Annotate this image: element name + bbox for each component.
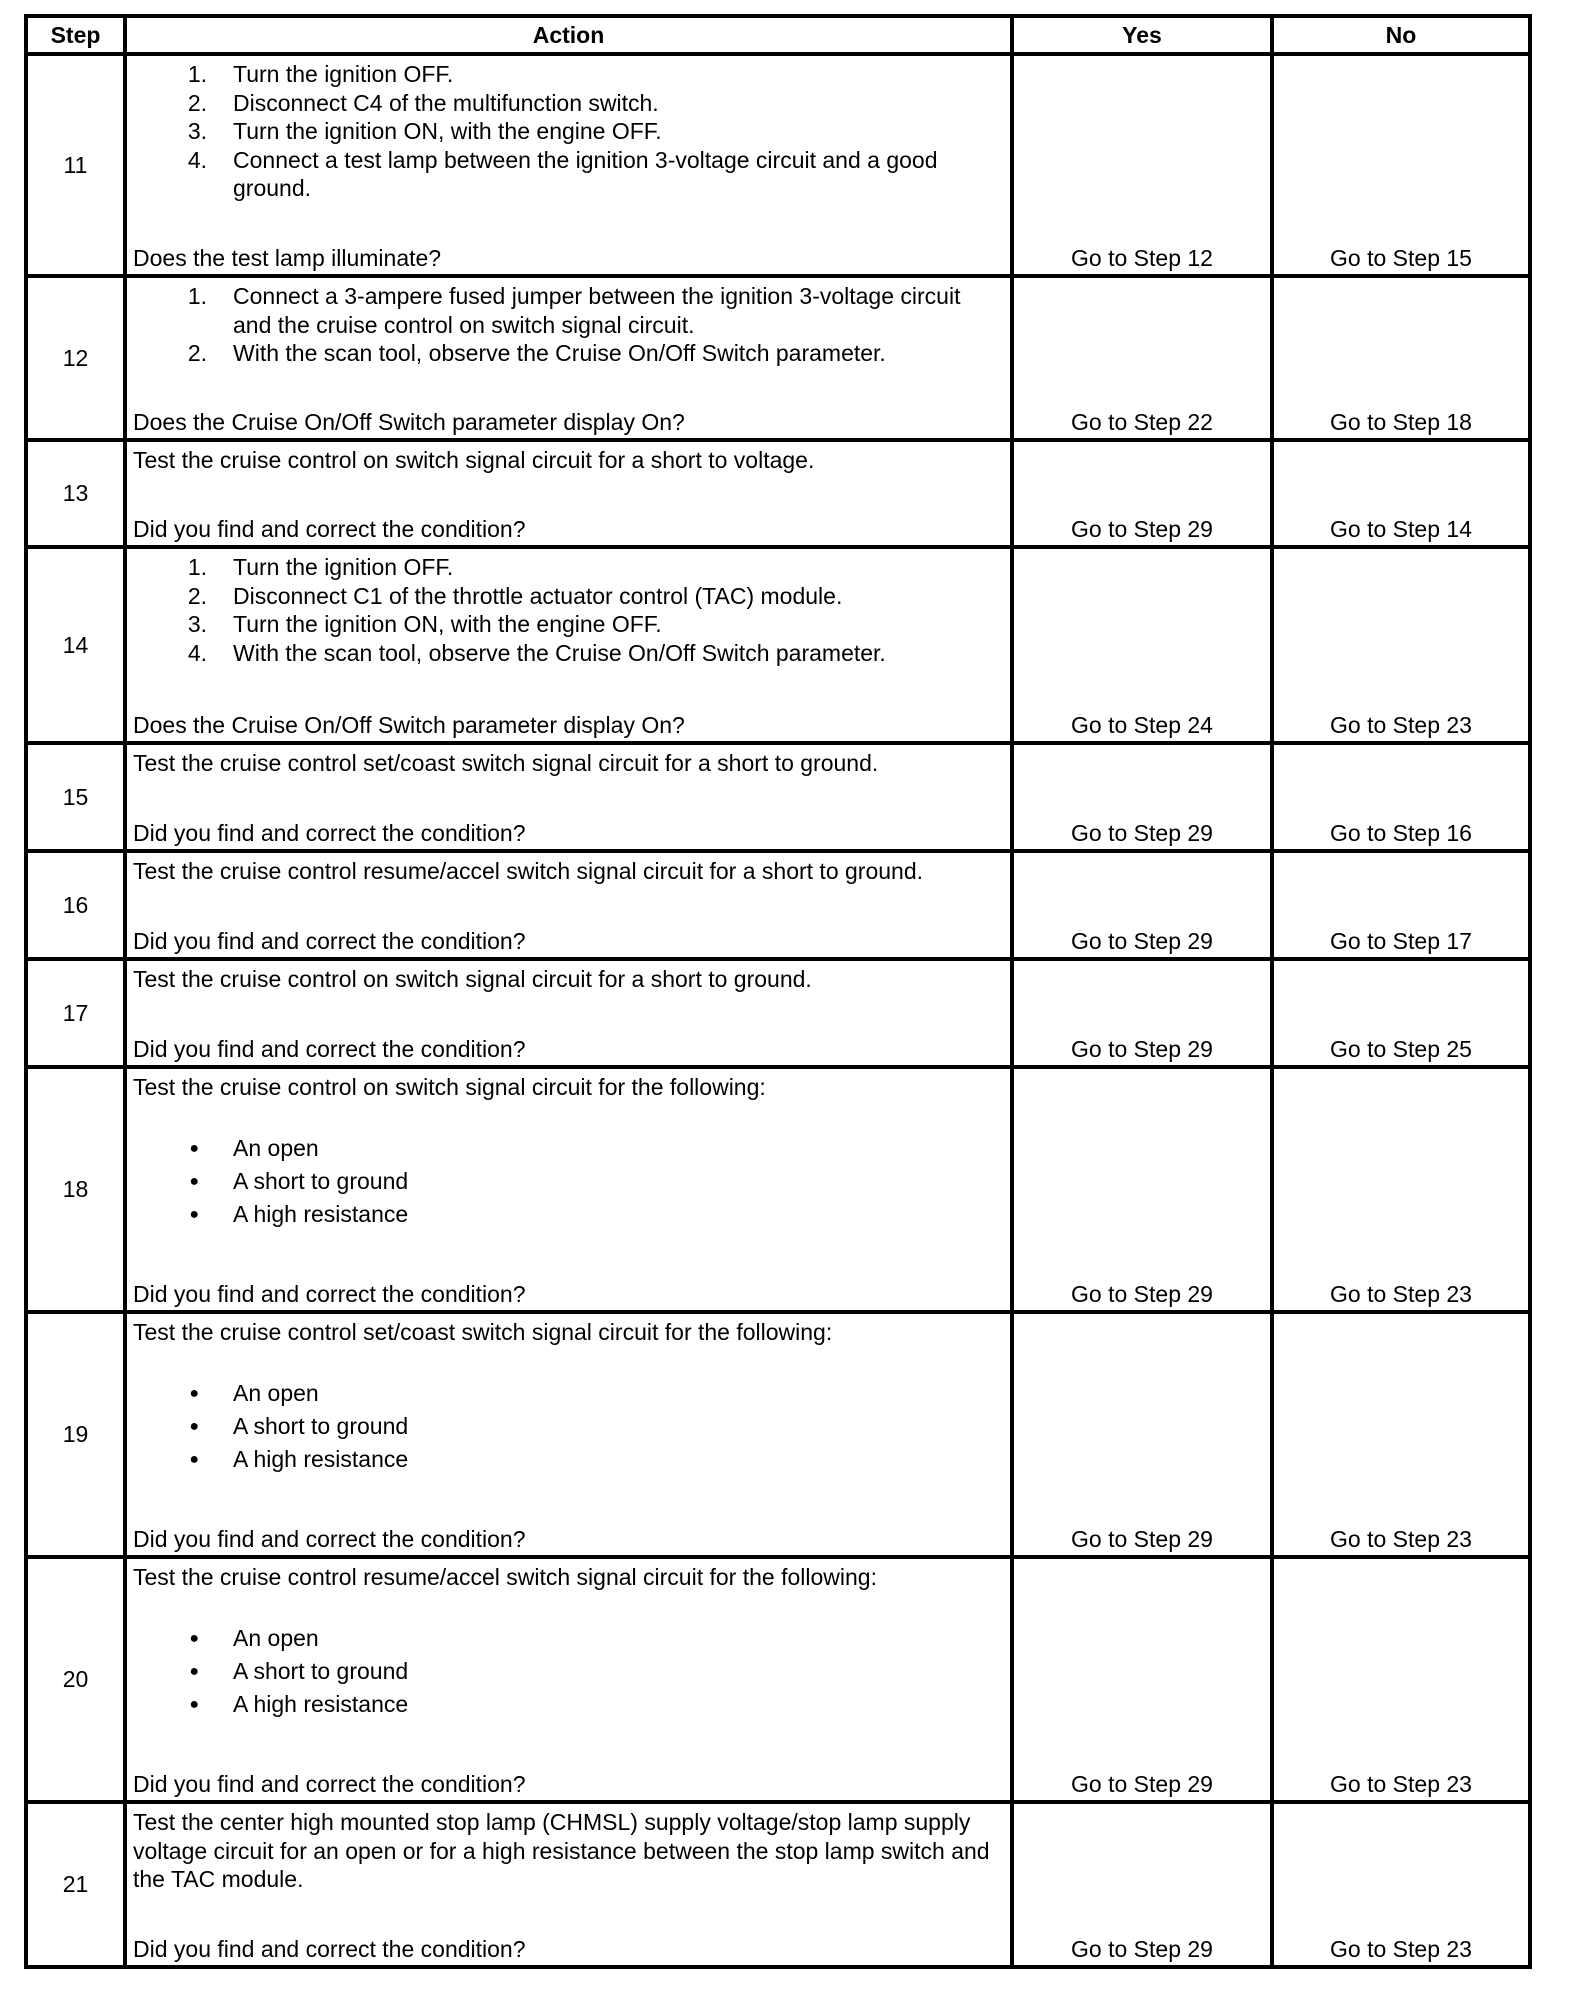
list-item: [133, 1132, 1002, 1165]
yes-goto-step: Go to Step 29: [1071, 1036, 1213, 1062]
numbered-steps: [133, 60, 1002, 203]
list-text: A short to ground: [233, 1412, 409, 1439]
action-question: Did you find and correct the condition?: [133, 1036, 526, 1062]
numbered-steps: [133, 282, 1002, 368]
action-question: Does the Cruise On/Off Switch parameter display On?: [133, 712, 685, 738]
no-cell: [1272, 743, 1530, 851]
list-item: [133, 117, 1002, 146]
list-text: A short to ground: [233, 1167, 409, 1194]
list-item: [133, 1622, 1002, 1655]
action-cell: [125, 1067, 1012, 1312]
list-number: 2.: [187, 340, 207, 366]
list-text: Disconnect C4 of the multifunction switch.: [233, 89, 659, 116]
step-number: 15: [26, 743, 125, 851]
no-goto-step: Go to Step 18: [1330, 409, 1472, 435]
action-intro: Test the cruise control set/coast switch signal circuit for the following:: [133, 1319, 833, 1345]
no-goto-step: Go to Step 16: [1330, 820, 1472, 846]
yes-cell: [1012, 1067, 1272, 1312]
yes-cell: [1012, 851, 1272, 959]
bullet-icon: ●: [189, 1384, 199, 1402]
step-number: 12: [26, 276, 125, 440]
step-number: 11: [26, 54, 125, 276]
table-row: [26, 1557, 1530, 1802]
action-cell: [125, 547, 1012, 743]
no-goto-step: Go to Step 23: [1330, 712, 1472, 738]
list-number: 2.: [187, 89, 207, 116]
yes-cell: [1012, 1802, 1272, 1967]
list-item: [133, 1165, 1002, 1198]
list-number: 1.: [187, 283, 207, 309]
bullet-icon: ●: [189, 1172, 199, 1190]
yes-goto-step: Go to Step 29: [1071, 1936, 1213, 1962]
bullet-icon: ●: [189, 1450, 199, 1468]
no-cell: [1272, 1557, 1530, 1802]
yes-cell: [1012, 276, 1272, 440]
bullet-icon: ●: [189, 1695, 199, 1713]
list-item: [133, 282, 1002, 339]
action-intro: Test the cruise control on switch signal circuit for the following:: [133, 1074, 766, 1100]
action-cell: [125, 851, 1012, 959]
yes-cell: [1012, 1312, 1272, 1557]
step-number: 16: [26, 851, 125, 959]
yes-cell: [1012, 54, 1272, 276]
list-text: A high resistance: [233, 1690, 409, 1717]
list-text: Turn the ignition ON, with the engine OFF.: [233, 118, 662, 144]
list-number: 4.: [187, 639, 207, 666]
table-row: [26, 1312, 1530, 1557]
table-row: [26, 54, 1530, 276]
list-item: [133, 1443, 1002, 1476]
table-row: [26, 276, 1530, 440]
no-goto-step: Go to Step 14: [1330, 516, 1472, 542]
table-row: [26, 743, 1530, 851]
bullet-icon: ●: [189, 1139, 199, 1157]
list-item: [133, 610, 1002, 639]
yes-goto-step: Go to Step 29: [1071, 1771, 1213, 1797]
action-question: Did you find and correct the condition?: [133, 1771, 526, 1797]
table-row: [26, 959, 1530, 1067]
no-cell: [1272, 851, 1530, 959]
no-cell: [1272, 1067, 1530, 1312]
action-cell: [125, 1312, 1012, 1557]
list-number: 3.: [187, 118, 207, 144]
action-question: Does the Cruise On/Off Switch parameter display On?: [133, 409, 685, 435]
no-goto-step: Go to Step 25: [1330, 1036, 1472, 1062]
step-number: 17: [26, 959, 125, 1067]
list-text: An open: [233, 1134, 319, 1161]
no-goto-step: Go to Step 23: [1330, 1771, 1472, 1797]
step-number: 14: [26, 547, 125, 743]
header-action: Action: [125, 16, 1012, 54]
bullet-list: [133, 1132, 1002, 1231]
no-goto-step: Go to Step 23: [1330, 1281, 1472, 1307]
yes-cell: [1012, 1557, 1272, 1802]
list-item: [133, 146, 1002, 203]
bullet-icon: ●: [189, 1662, 199, 1680]
list-text: With the scan tool, observe the Cruise On/Off Switch parameter.: [233, 639, 886, 666]
yes-cell: [1012, 743, 1272, 851]
list-item: [133, 1655, 1002, 1688]
action-question: Did you find and correct the condition?: [133, 820, 526, 846]
list-text: Turn the ignition OFF.: [233, 61, 454, 87]
no-cell: [1272, 440, 1530, 547]
list-text: A short to ground: [233, 1657, 409, 1684]
step-number: 18: [26, 1067, 125, 1312]
yes-goto-step: Go to Step 29: [1071, 1526, 1213, 1552]
table-row: [26, 440, 1530, 547]
list-item: [133, 1688, 1002, 1721]
table-row: [26, 1067, 1530, 1312]
action-cell: [125, 743, 1012, 851]
action-intro: Test the center high mounted stop lamp (CHMSL) supply voltage/stop lamp supply voltage circuit for an open or for a high resistance between the stop lamp switch and the TAC module.: [133, 1809, 990, 1892]
list-item: [133, 553, 1002, 582]
no-goto-step: Go to Step 15: [1330, 245, 1472, 271]
yes-cell: [1012, 959, 1272, 1067]
list-item: [133, 582, 1002, 611]
table-row: [26, 851, 1530, 959]
bullet-list: [133, 1377, 1002, 1476]
list-text: A high resistance: [233, 1200, 409, 1227]
step-number: 13: [26, 440, 125, 547]
action-question: Did you find and correct the condition?: [133, 516, 526, 542]
no-cell: [1272, 959, 1530, 1067]
no-cell: [1272, 1802, 1530, 1967]
list-number: 1.: [187, 554, 207, 580]
no-cell: [1272, 276, 1530, 440]
header-no: No: [1272, 16, 1530, 54]
list-text: Connect a test lamp between the ignition 3-voltage circuit and a good ground.: [233, 146, 938, 201]
bullet-icon: ●: [189, 1629, 199, 1647]
list-item: [133, 339, 1002, 368]
header-row: [26, 16, 1530, 54]
list-text: With the scan tool, observe the Cruise On/Off Switch parameter.: [233, 340, 886, 366]
diagnostic-table: [24, 14, 1532, 1969]
list-text: Connect a 3-ampere fused jumper between the ignition 3-voltage circuit and the cruise control on switch signal circuit.: [233, 283, 961, 338]
step-number: 21: [26, 1802, 125, 1967]
list-item: [133, 60, 1002, 89]
list-text: Turn the ignition ON, with the engine OFF.: [233, 611, 662, 637]
yes-goto-step: Go to Step 29: [1071, 928, 1213, 954]
list-item: [133, 1198, 1002, 1231]
list-item: [133, 89, 1002, 118]
list-text: An open: [233, 1624, 319, 1651]
list-item: [133, 1410, 1002, 1443]
no-goto-step: Go to Step 17: [1330, 928, 1472, 954]
table-row: [26, 1802, 1530, 1967]
table-row: [26, 547, 1530, 743]
header-step: Step: [26, 16, 125, 54]
list-number: 1.: [187, 61, 207, 87]
list-text: A high resistance: [233, 1445, 409, 1472]
action-intro: Test the cruise control resume/accel switch signal circuit for a short to ground.: [133, 858, 924, 884]
step-number: 19: [26, 1312, 125, 1557]
action-question: Did you find and correct the condition?: [133, 1936, 526, 1962]
bullet-icon: ●: [189, 1205, 199, 1223]
yes-goto-step: Go to Step 29: [1071, 1281, 1213, 1307]
table-body: [26, 54, 1530, 1967]
list-number: 2.: [187, 582, 207, 609]
list-text: Turn the ignition OFF.: [233, 554, 454, 580]
no-cell: [1272, 1312, 1530, 1557]
action-intro: Test the cruise control on switch signal circuit for a short to voltage.: [133, 447, 815, 473]
no-goto-step: Go to Step 23: [1330, 1526, 1472, 1552]
list-text: An open: [233, 1379, 319, 1406]
yes-goto-step: Go to Step 12: [1071, 245, 1213, 271]
numbered-steps: [133, 553, 1002, 667]
yes-cell: [1012, 547, 1272, 743]
action-cell: [125, 276, 1012, 440]
action-intro: Test the cruise control on switch signal circuit for a short to ground.: [133, 966, 812, 992]
list-item: [133, 1377, 1002, 1410]
no-cell: [1272, 54, 1530, 276]
yes-cell: [1012, 440, 1272, 547]
no-cell: [1272, 547, 1530, 743]
yes-goto-step: Go to Step 24: [1071, 712, 1213, 738]
action-question: Does the test lamp illuminate?: [133, 245, 442, 271]
bullet-icon: ●: [189, 1417, 199, 1435]
step-number: 20: [26, 1557, 125, 1802]
action-cell: [125, 1557, 1012, 1802]
list-number: 4.: [187, 146, 207, 173]
action-question: Did you find and correct the condition?: [133, 928, 526, 954]
action-cell: [125, 959, 1012, 1067]
no-goto-step: Go to Step 23: [1330, 1936, 1472, 1962]
list-text: Disconnect C1 of the throttle actuator control (TAC) module.: [233, 582, 843, 609]
yes-goto-step: Go to Step 29: [1071, 516, 1213, 542]
action-cell: [125, 54, 1012, 276]
list-item: [133, 639, 1002, 668]
action-intro: Test the cruise control set/coast switch signal circuit for a short to ground.: [133, 750, 879, 776]
bullet-list: [133, 1622, 1002, 1721]
action-question: Did you find and correct the condition?: [133, 1526, 526, 1552]
header-yes: Yes: [1012, 16, 1272, 54]
yes-goto-step: Go to Step 29: [1071, 820, 1213, 846]
action-cell: [125, 1802, 1012, 1967]
action-intro: Test the cruise control resume/accel switch signal circuit for the following:: [133, 1564, 877, 1590]
action-question: Did you find and correct the condition?: [133, 1281, 526, 1307]
action-cell: [125, 440, 1012, 547]
list-number: 3.: [187, 611, 207, 637]
yes-goto-step: Go to Step 22: [1071, 409, 1213, 435]
